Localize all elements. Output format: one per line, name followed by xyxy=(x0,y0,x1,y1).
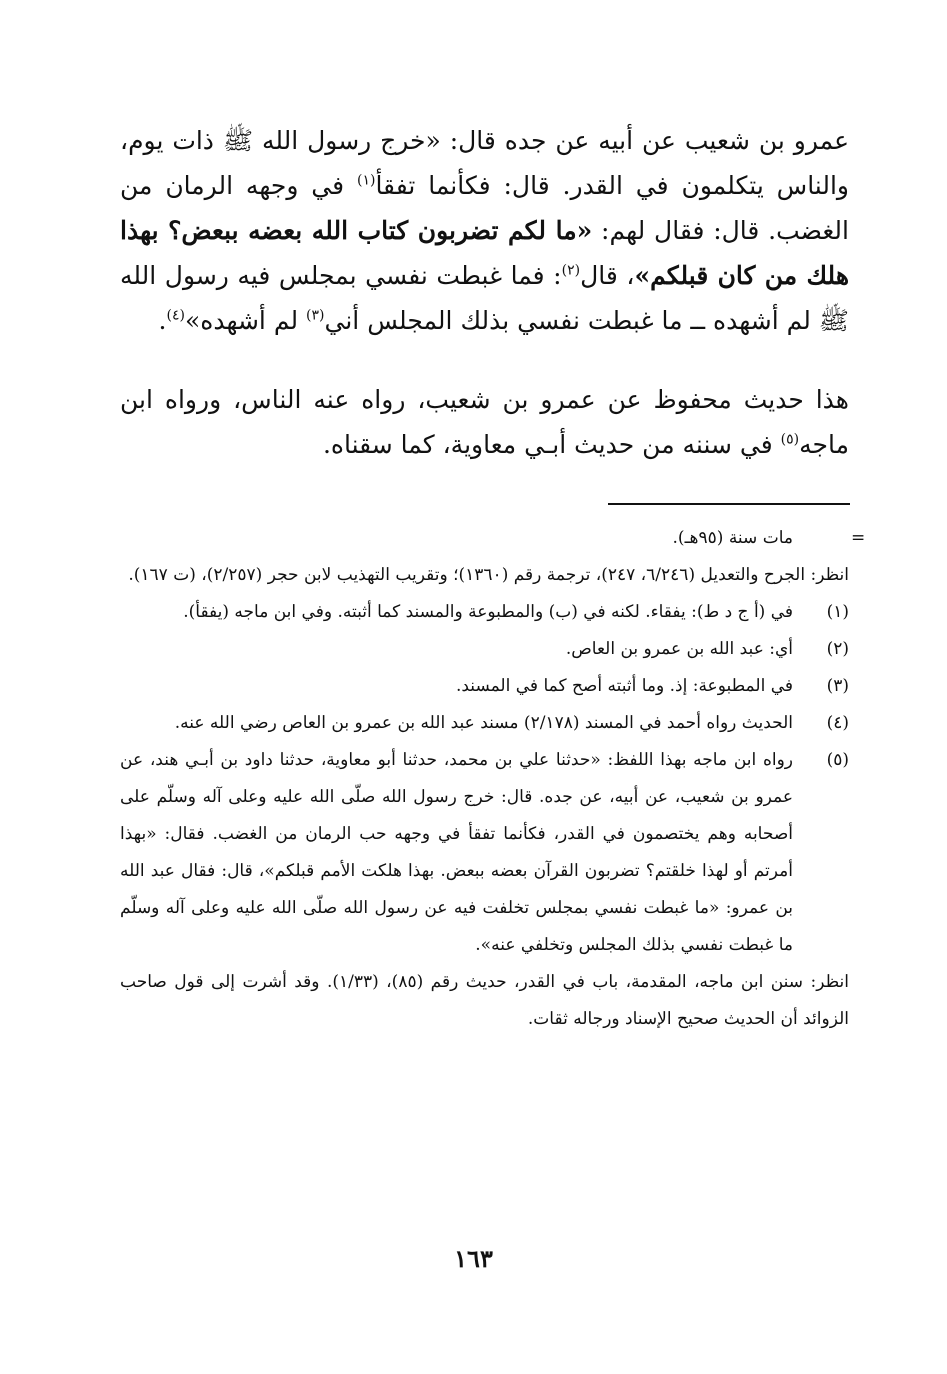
footnote-continuation xyxy=(120,520,849,557)
footnote-text: مات سنة (٩٥هـ). xyxy=(672,528,793,548)
text-run: ، قال xyxy=(580,261,635,290)
footnote-text: أي: عبد الله بن عمرو بن العاص. xyxy=(565,639,793,659)
footnotes xyxy=(120,520,849,1038)
paragraph-commentary xyxy=(120,377,849,467)
text-run: عمرو بن شعيب عن أبيه عن جده قال: «خرج رسول الله ﷺ ذات يوم، والناس يتكلمون في القدر. قال: فكأنما تفقأ xyxy=(120,126,849,200)
footnote-4 xyxy=(120,705,849,742)
main-text xyxy=(120,118,849,467)
prophet-quote: «ما لكم تضربون كتاب الله بعضه ببعض؟ بهذا هلك من كان قبلكم» xyxy=(120,216,850,290)
footnote-ref-4[interactable]: (٤) xyxy=(166,307,185,324)
paragraph-hadith xyxy=(120,118,849,343)
page-number: ١٦٣ xyxy=(454,1244,493,1273)
footnote-text: في (أ ج د ط): يفقاء. لكنه في (ب) والمطبوعة والمسند كما أثبته. وفي ابن ماجه (يفقأ). xyxy=(183,602,793,622)
footnote-number: (١) xyxy=(826,602,849,622)
footnote-number: (٤) xyxy=(826,713,849,733)
text-run: : فما غبطت نفسي بمجلس فيه رسول الله ﷺ لم أشهده ــ ما غبطت نفسي بذلك المجلس أني xyxy=(120,261,849,335)
footnote-number: (٥) xyxy=(826,750,849,770)
footnote-3 xyxy=(120,668,849,705)
footnote-5 xyxy=(120,742,849,964)
footnote-5-source xyxy=(120,964,849,1038)
text-run: . xyxy=(158,306,167,335)
footnote-1 xyxy=(120,594,849,631)
footnote-ref-3[interactable]: (٣) xyxy=(306,307,325,324)
footnote-text: انظر: الجرح والتعديل (٦/٢٤٦، ٢٤٧)، ترجمة رقم (١٣٦٠)؛ وتقريب التهذيب لابن حجر (٢/٢٥٧)، (ت ١٦٧). xyxy=(128,565,849,585)
footnote-ref-2[interactable]: (٢) xyxy=(561,262,581,279)
footnote-ref-1[interactable]: (١) xyxy=(356,172,376,189)
footnote-number: (٣) xyxy=(826,676,849,696)
footnote-text: في المطبوعة: إذ. وما أثبته أصح كما في المسند. xyxy=(455,676,793,696)
footnote-text: رواه ابن ماجه بهذا اللفظ: «حدثنا علي بن محمد، حدثنا أبو معاوية، حدثنا داود بن أبـي هند، عن عمرو بن شعيب، عن أبيه، عن جده. قال: خرج رسول الله صلّى الله عليه وعلى آله وسلّم على أصحابه وهم يختصمون في القدر، فكأنما تفقأ في وجهه حب الرمان من الغضب. فقال: «بهذا أمرتم أو لهذا خلقتم؟ تضربون القرآن بعضه ببعض. بهذا هلكت الأمم قبلكم»، قال: فقال عبد الله بن عمرو: «ما غبطت نفسي بمجلس تخلفت فيه عن رسول الله صلّى الله عليه وعلى آله وسلّم ما غبطت نفسي بذلك المجلس وتخلفي عنه». xyxy=(120,750,793,955)
footnote-text: انظر: سنن ابن ماجه، المقدمة، باب في القدر، حديث رقم (٨٥)، (١/٣٣). وقد أشرت إلى قول صاحب الزوائد أن الحديث صحيح الإسناد ورجاله ثقات. xyxy=(120,972,849,1029)
footnote-text: الحديث رواه أحمد في المسند (٢/١٧٨) مسند عبد الله بن عمرو بن العاص رضي الله عنه. xyxy=(174,713,793,733)
text-run: لم أشهده» xyxy=(184,306,307,335)
footnote-2 xyxy=(120,631,849,668)
text-run: في وجهه الرمان من الغضب. قال: فقال لهم: xyxy=(120,171,849,245)
footnote-continuation-source xyxy=(120,557,849,594)
footnote-number: (٢) xyxy=(826,639,849,659)
text-run: في سننه من حديث أبـي معاوية، كما سقناه. xyxy=(322,430,781,459)
continuation-mark: = xyxy=(851,528,866,548)
footnote-separator xyxy=(608,503,850,505)
footnote-ref-5[interactable]: (٥) xyxy=(780,431,800,448)
text-run: هذا حديث محفوظ عن عمرو بن شعيب، رواه عنه الناس، ورواه ابن ماجه xyxy=(120,385,849,459)
